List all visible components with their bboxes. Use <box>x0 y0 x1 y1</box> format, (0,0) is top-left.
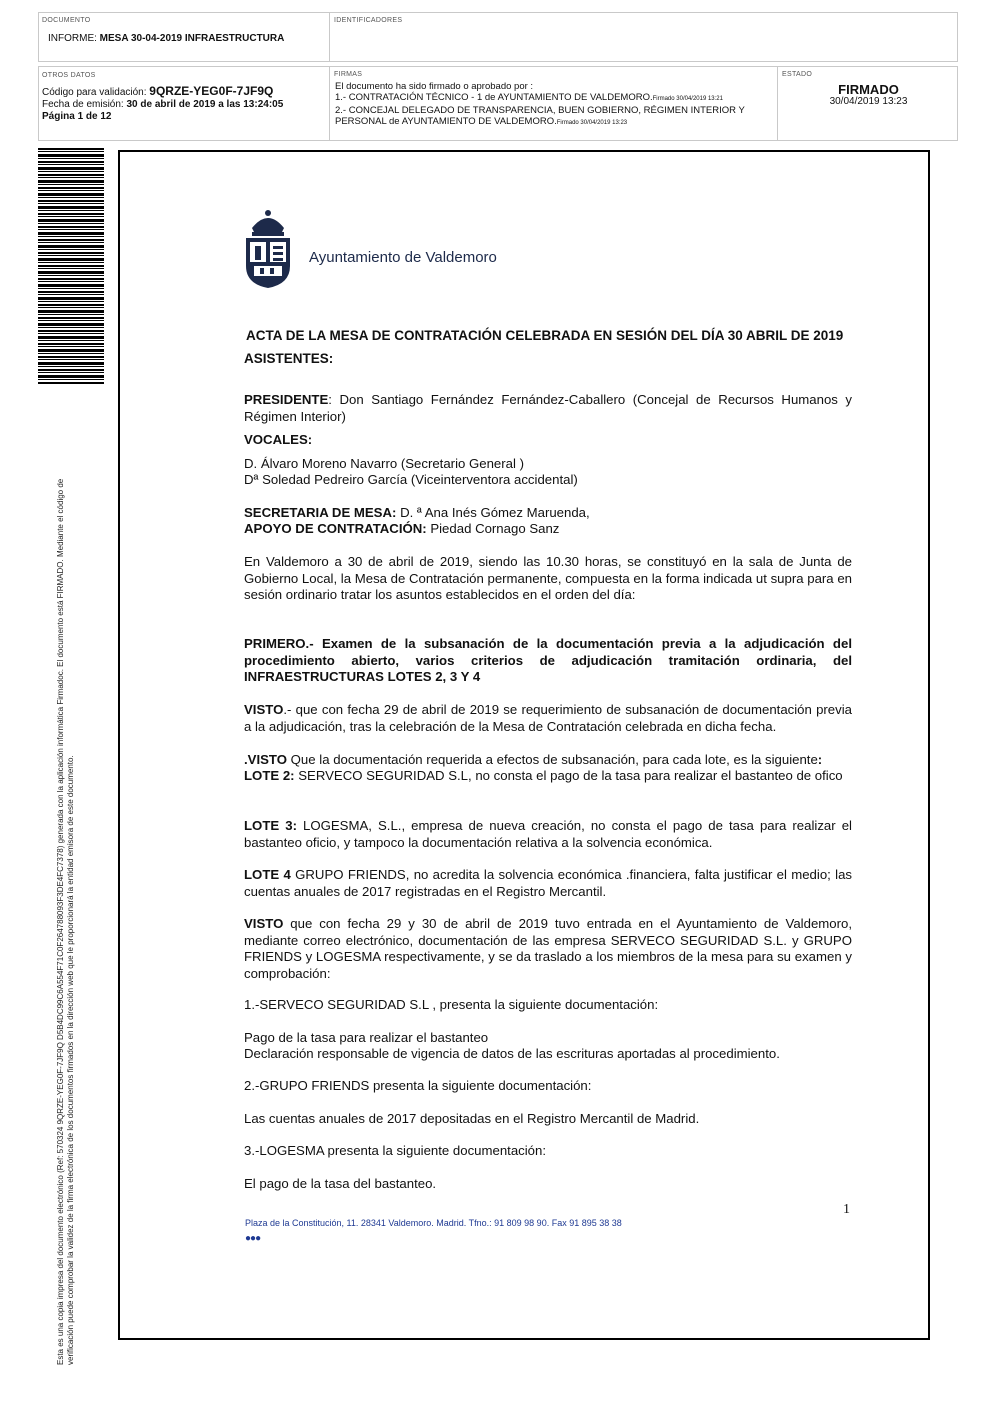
vocal-1: D. Álvaro Moreno Navarro (Secretario General ) <box>244 456 524 471</box>
footer-address: Plaza de la Constitución, 11. 28341 Valdemoro. Madrid. Tfno.: 91 809 98 90. Fax 91 895 38 38 <box>245 1218 622 1228</box>
item-2a: Las cuentas anuales de 2017 depositadas en el Registro Mercantil de Madrid. <box>244 1111 700 1126</box>
documento-label: DOCUMENTO <box>42 17 91 24</box>
item-2: 2.-GRUPO FRIENDS presenta la siguiente documentación: <box>244 1078 592 1093</box>
page-number: 1 <box>843 1202 850 1217</box>
header-firmas-box <box>329 66 778 141</box>
page-title: ACTA DE LA MESA DE CONTRATACIÓN CELEBRADA EN SESIÓN DEL DÍA 30 ABRIL DE 2019 <box>246 328 844 343</box>
presidente-paragraph <box>244 392 852 425</box>
otros-label: OTROS DATOS <box>42 72 96 79</box>
firma-1 <box>335 92 773 105</box>
estado-label: ESTADO <box>782 71 813 78</box>
visto-1-paragraph <box>244 702 852 735</box>
codigo-value: 9QRZE-YEG0F-7JF9Q <box>149 84 274 98</box>
vertical-verification-text <box>56 430 76 1365</box>
item-1b: Declaración responsable de vigencia de datos de las escrituras aportadas al procedimiento. <box>244 1046 780 1061</box>
primero-heading: PRIMERO.- Examen de la subsanación de la documentación previa a la adjudicación del procedimiento abierto, varios criterios de adjudicación tramitación ordinaria, del INFRAESTRUCTURAS LOTES 2, 3 Y 4 <box>244 636 852 684</box>
logo-name: Ayuntamiento de Valdemoro <box>309 249 497 266</box>
barcode <box>38 148 104 384</box>
secretaria-label: SECRETARIA DE MESA: <box>244 505 397 520</box>
firma-1-date: Firmado 30/04/2019 13:21 <box>652 96 723 102</box>
fecha-value: 30 de abril de 2019 a las 13:24:05 <box>126 99 284 110</box>
lote-4-label: LOTE 4 <box>244 867 291 882</box>
coat-of-arms-icon <box>242 208 294 290</box>
pagina-label: Página 1 de 12 <box>42 111 112 122</box>
otros-content <box>42 85 283 123</box>
apoyo-line <box>244 521 852 538</box>
lote-4-paragraph <box>244 867 852 900</box>
visto-2-label: VISTO <box>247 752 288 767</box>
visto-3-paragraph <box>244 916 852 982</box>
documento-line <box>48 33 284 44</box>
secretaria-line <box>244 505 852 522</box>
visto-3-label: VISTO <box>244 916 284 931</box>
firmas-intro: El documento ha sido firmado o aprobado por : <box>335 81 534 92</box>
lote-3-label: LOTE 3: <box>244 818 297 833</box>
visto-2-prefix: . <box>244 752 248 767</box>
visto-2-text: Que la documentación requerida a efectos de subsanación, para cada lote, es la siguiente <box>287 752 818 767</box>
lote-4-text: GRUPO FRIENDS, no acredita la solvencia económica .financiera, falta justificar el medio; las cuentas anuales de 2017 registradas en el Registro Mercantil. <box>244 867 852 899</box>
visto-2-colon: : <box>817 752 823 767</box>
asistentes-heading: ASISTENTES: <box>244 351 334 366</box>
lote-3-text: LOGESMA, S.L., empresa de nueva creación, no consta el pago de tasa para realizar el bastanteo oficio, y tampoco la documentación relativa a la solvencia económica. <box>244 818 852 850</box>
documento-value: MESA 30-04-2019 INFRAESTRUCTURA <box>99 33 285 44</box>
item-3: 3.-LOGESMA presenta la siguiente documentación: <box>244 1143 547 1158</box>
item-1: 1.-SERVECO SEGURIDAD S.L , presenta la siguiente documentación: <box>244 997 659 1012</box>
header-otros-box <box>38 66 330 141</box>
firma-2-text: 2.- CONCEJAL DELEGADO DE TRANSPARENCIA, BUEN GOBIERNO, RÉGIMEN INTERIOR Y PERSONAL de AYUNTAMIENTO DE VALDEMORO. <box>335 105 745 127</box>
identificadores-label: IDENTIFICADORES <box>334 17 403 24</box>
visto-1-label: VISTO <box>244 702 284 717</box>
fecha-label: Fecha de emisión: <box>42 99 124 110</box>
footer-dots: ●●● <box>245 1233 261 1244</box>
estado-date: 30/04/2019 13:23 <box>829 96 908 107</box>
lote-2-paragraph <box>244 768 852 785</box>
presidente-label: PRESIDENTE <box>244 392 329 407</box>
visto-3-text: que con fecha 29 y 30 de abril de 2019 tuvo entrada en el Ayuntamiento de Valdemoro, mediante correo electrónico, documentación de las empresa SERVECO SEGURIDAD S.L. y GRUPO FRIENDS y LOGESMA respectivamente, y se da traslado a los miembros de la mesa para su examen y comprobación: <box>244 916 852 981</box>
estado-value: FIRMADO <box>838 82 899 97</box>
firmas-label: FIRMAS <box>334 71 363 78</box>
header-estado-box <box>777 66 958 141</box>
vertical-line-1: Esta es una copia impresa del documento electrónico (Ref: 570324 9QRZE-YEG0F-7JF9Q D5B4DC99C6A554F71C0F264788093F3DE4FC7378) generada con la aplicación informática Firmadoc. El documento está FIRMADO. Mediante el código de <box>56 478 65 1365</box>
vocal-2: Dª Soledad Pedreiro García (Viceinterventora accidental) <box>244 472 578 487</box>
vertical-line-2: verificación puede comprobar la validez de la firma electrónica de los documentos firmados en la dirección web que le proporcionará la entidad emisora de este documento. <box>66 755 75 1365</box>
firma-2-date: Firmado 30/04/2019 13:23 <box>556 120 628 126</box>
firmas-content <box>335 81 773 129</box>
header-identificadores-box <box>329 12 958 62</box>
vocales-heading: VOCALES: <box>244 432 313 447</box>
secretaria-text: D. ª Ana Inés Gómez Maruenda, <box>396 505 590 520</box>
item-1a: Pago de la tasa para realizar el bastanteo <box>244 1030 489 1045</box>
lote-3-paragraph <box>244 818 852 851</box>
item-3a: El pago de la tasa del bastanteo. <box>244 1176 437 1191</box>
apoyo-label: APOYO DE CONTRATACIÓN: <box>244 521 427 536</box>
visto-1-text: .- que con fecha 29 de abril de 2019 se requerimiento de subsanación de documentación previa a la adjudicación, tras la celebración de la Mesa de Contratación celebrada en dicha fecha. <box>244 702 852 734</box>
intro-paragraph: En Valdemoro a 30 de abril de 2019, siendo las 10.30 horas, se constituyó en la sala de Junta de Gobierno Local, la Mesa de Contratación permanente, compuesta en la forma indicada ut supra para en sesión ordinario tratar los asuntos establecidos en el orden del día: <box>244 554 852 602</box>
lote-2-label: LOTE 2: <box>244 768 295 783</box>
fecha-line <box>42 99 283 111</box>
firma-1-text: 1.- CONTRATACIÓN TÉCNICO - 1 de AYUNTAMIENTO DE VALDEMORO. <box>335 92 653 103</box>
apoyo-text: Piedad Cornago Sanz <box>426 521 560 536</box>
codigo-label: Código para validación: <box>42 87 147 98</box>
codigo-line <box>42 85 283 99</box>
lote-2-text: SERVECO SEGURIDAD S.L, no consta el pago de la tasa para realizar el bastanteo de ofico <box>294 768 843 783</box>
visto-2-paragraph <box>244 752 852 769</box>
presidente-text: : Don Santiago Fernández Fernández-Caballero (Concejal de Recursos Humanos y Régimen Interior) <box>244 392 852 424</box>
documento-prefix: INFORME: <box>48 33 97 44</box>
header-documento-box <box>38 12 330 62</box>
firma-2 <box>335 105 773 129</box>
